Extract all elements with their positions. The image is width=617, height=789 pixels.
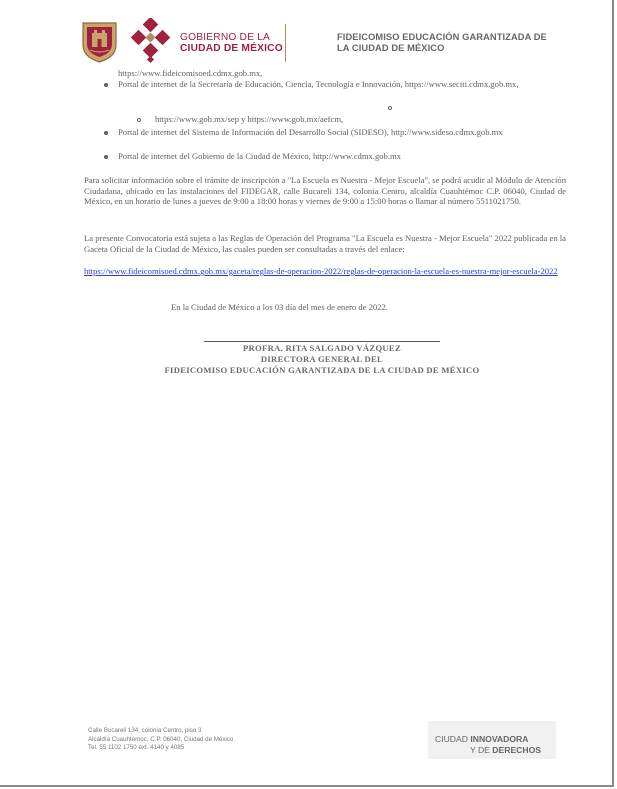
cdmx-government-logo xyxy=(131,18,171,64)
government-name-line2: CIUDAD DE MÉXICO xyxy=(180,43,283,54)
footer-slogan xyxy=(435,734,541,756)
fideicomiso-name xyxy=(337,32,547,54)
bullet-icon xyxy=(104,155,108,159)
header-divider xyxy=(285,24,286,62)
government-name xyxy=(180,32,283,54)
fideicomiso-name-line2: LA CIUDAD DE MÉXICO xyxy=(337,43,445,53)
info-paragraph: Para solicitar información sobre el trámite de inscripción a "La Escuela es Nuestra - Mejor Escuela", se podrá acudir al Módulo de Atención Ciudadana, ubicado en las instalaciones del FIDEGAR, calle Bucareli 134, colonia Centro, alcaldía Cuauhtémoc C.P. 06040, Ciudad de México, en un horario de lunes a jueves de 9:00 a 18:00 horas y viernes de 9:00 a 15:00 horas o llamar al número 5511021750. xyxy=(84,175,566,207)
list-item-cdmx xyxy=(118,151,566,162)
links-list-continuation: https://www.fideicomisoed.cdmx.gob.mx, xyxy=(118,68,263,78)
signatory-title: DIRECTORA GENERAL DEL xyxy=(260,354,384,364)
fideicomiso-name-line1: FIDEICOMISO EDUCACIÓN GARANTIZADA DE xyxy=(337,32,547,42)
footer-address-line2: Alcaldía Cuauhtémoc, C.P. 06040, Ciudad de México xyxy=(88,735,234,743)
list-item-cdmx-text: Portal de internet del Gobierno de la Ciudad de México, http://www.cdmx.gob.mx xyxy=(118,151,401,161)
footer-slogan-line2-a: Y DE xyxy=(470,745,493,755)
list-item-seciti xyxy=(118,79,566,90)
rules-paragraph: La presente Convocatoria está sujeta a las Reglas de Operación del Programa "La Escuela es Nuestra - Mejor Escuela" 2022 publicada en la Gaceta Oficial de la Ciudad de México, las cuales pueden ser consultadas a través del enlace: xyxy=(84,233,566,254)
footer-address xyxy=(88,727,233,753)
rules-link-container xyxy=(84,266,564,277)
footer-address-line1: Calle Bucareli 134, colonia Centro, piso 3 xyxy=(88,727,202,734)
footer-slogan-line1-a: CIUDAD xyxy=(435,734,471,744)
bullet-icon xyxy=(104,83,108,87)
hollow-bullet-icon xyxy=(137,118,141,122)
list-subitem-sep-text: https://www.gob.mx/sep y https://www.gob.mx/aefcm, xyxy=(155,114,344,124)
signatory-name: PROFRA. RITA SALGADO VÁZQUEZ xyxy=(242,343,401,353)
date-line: En la Ciudad de México a los 03 día del mes de enero de 2022. xyxy=(171,302,388,312)
signatory-organization: FIDEICOMISO EDUCACIÓN GARANTIZADA DE LA CIUDAD DE MÉXICO xyxy=(164,365,480,375)
bullet-icon xyxy=(104,131,108,135)
list-item-seciti-text: Portal de internet de la Secretaría de Educación, Ciencia, Tecnología e Innovación, https://www.seciti.cdmx.gob.mx, xyxy=(118,79,519,89)
list-item-sideso xyxy=(118,127,566,138)
footer-slogan-line2-b: DERECHOS xyxy=(492,745,542,755)
list-item-sideso-text: Portal de internet del Sistema de Información del Desarrollo Social (SIDESO), http://www.sideso.cdmx.gob.mx xyxy=(118,127,503,137)
signature-line xyxy=(204,341,440,342)
city-crest-logo xyxy=(81,21,118,63)
footer-address-line3: Tel. 55 1102 1750 ext. 4140 y 4085 xyxy=(88,744,185,752)
government-name-line1: GOBIERNO DE LA xyxy=(180,32,270,43)
footer-slogan-line1-b: INNOVADORA xyxy=(470,734,529,744)
rules-link[interactable]: https://www.fideicomisoed.cdmx.gob.mx/gaceta/reglas-de-operacion-2022/reglas-de-operacion-la-escuela-es-nuestra-mejor-escuela-2022 xyxy=(84,266,558,276)
empty-list-marker-icon xyxy=(388,106,392,110)
